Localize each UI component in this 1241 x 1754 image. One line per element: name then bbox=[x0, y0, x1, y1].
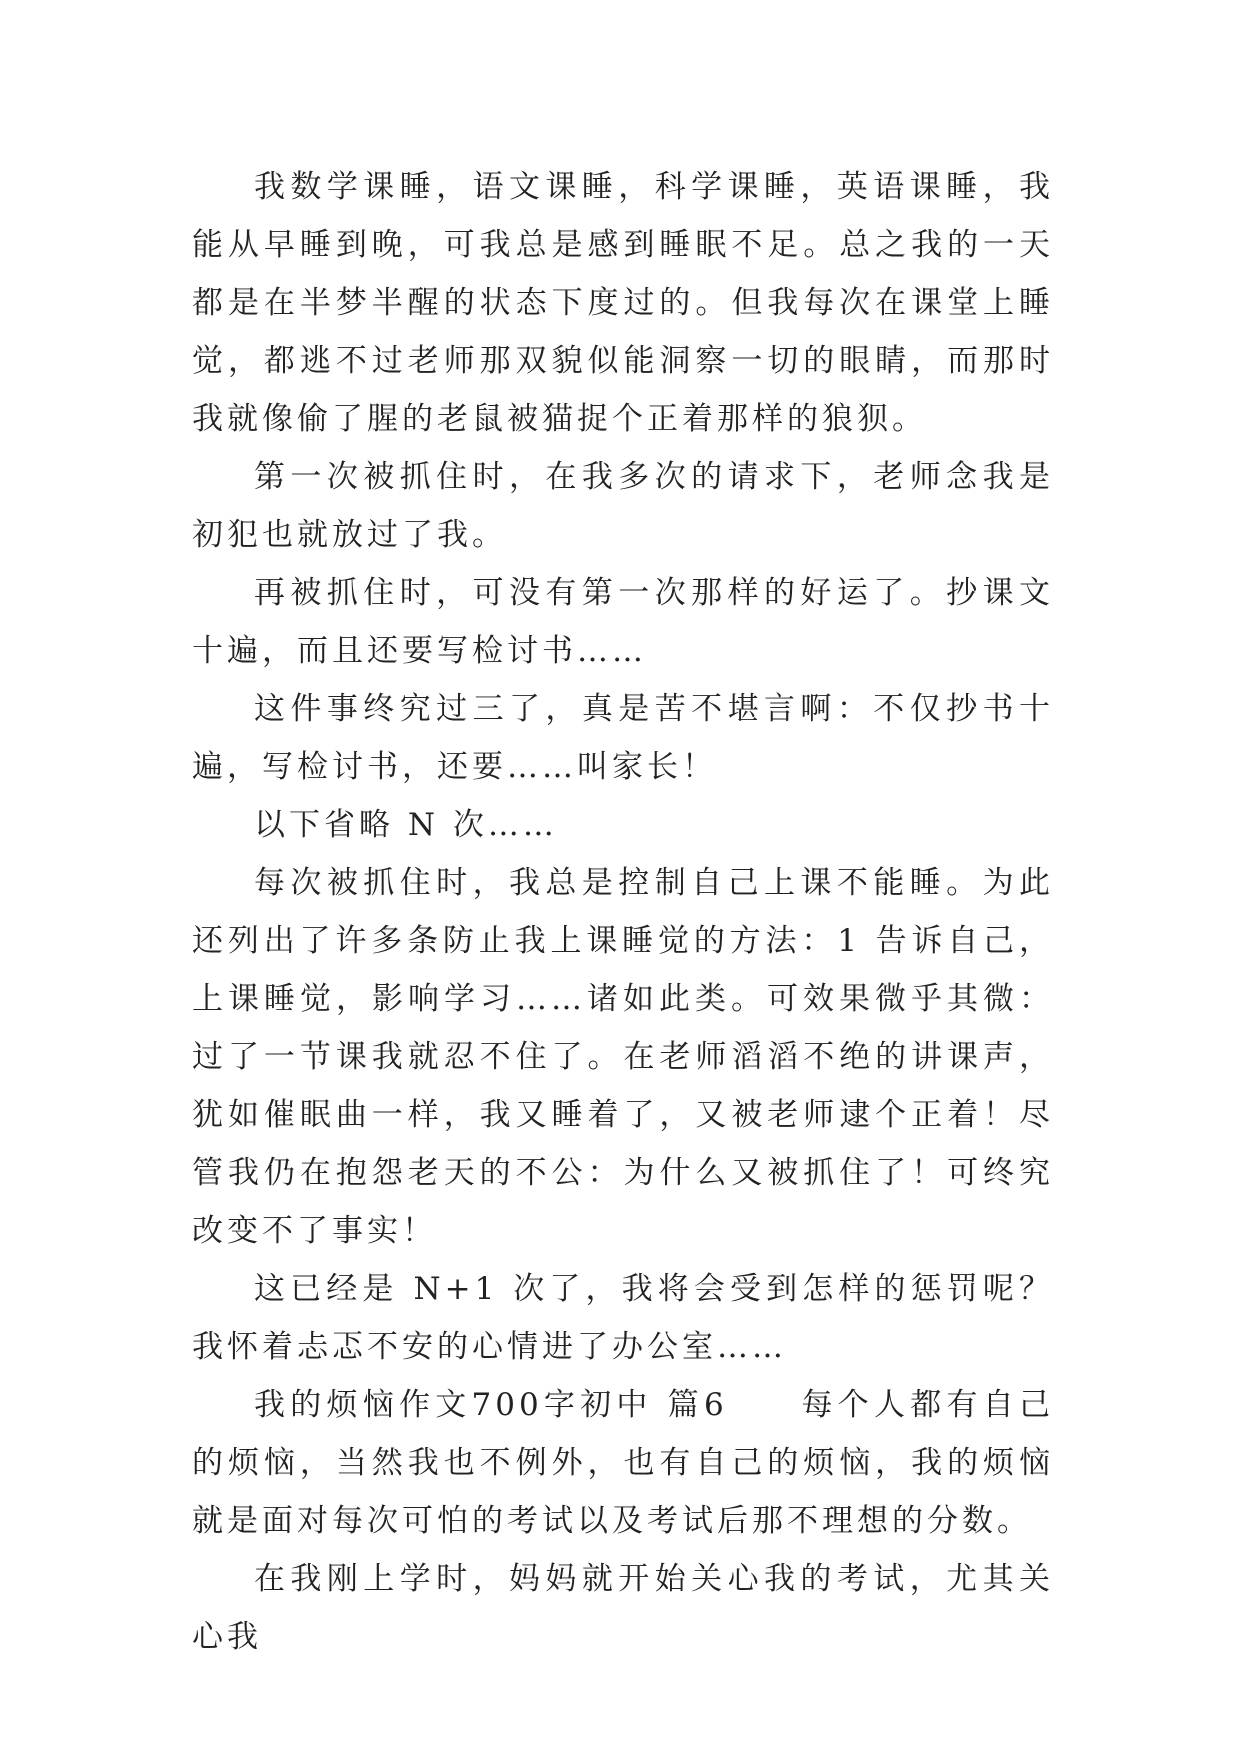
paragraph-7: 这已经是 N+1 次了，我将会受到怎样的惩罚呢？我怀着忐忑不安的心情进了办公室…… bbox=[192, 1271, 1054, 1365]
paragraph-2: 第一次被抓住时，在我多次的请求下，老师念我是初犯也就放过了我。 bbox=[192, 459, 1054, 553]
paragraph-6: 每次被抓住时，我总是控制自己上课不能睡。为此还列出了许多条防止我上课睡觉的方法：1 告诉自己，上课睡觉，影响学习……诸如此类。可效果微乎其微：过了一节课我就忍不住了。在老师滔滔不绝的讲课声，犹如催眠曲一样，我又睡着了，又被老师逮个正着！尽管我仍在抱怨老天的不公：为什么又被抓住了！可终究改变不了事实！ bbox=[192, 865, 1054, 1249]
paragraph-9: 在我刚上学时，妈妈就开始关心我的考试，尤其关心我 bbox=[192, 1561, 1054, 1655]
paragraph-8: 我的烦恼作文700字初中 篇6 每个人都有自己的烦恼，当然我也不例外，也有自己的烦恼，我的烦恼就是面对每次可怕的考试以及考试后那不理想的分数。 bbox=[192, 1387, 1054, 1539]
document-body bbox=[192, 158, 1054, 1666]
paragraph-3: 再被抓住时，可没有第一次那样的好运了。抄课文十遍，而且还要写检讨书…… bbox=[192, 575, 1054, 669]
paragraph-4: 这件事终究过三了，真是苦不堪言啊：不仅抄书十遍，写检讨书，还要……叫家长！ bbox=[192, 691, 1054, 785]
paragraph-1: 我数学课睡，语文课睡，科学课睡，英语课睡，我能从早睡到晚，可我总是感到睡眠不足。总之我的一天都是在半梦半醒的状态下度过的。但我每次在课堂上睡觉，都逃不过老师那双貌似能洞察一切的眼睛，而那时我就像偷了腥的老鼠被猫捉个正着那样的狼狈。 bbox=[192, 169, 1054, 437]
paragraph-5: 以下省略 N 次…… bbox=[254, 807, 558, 843]
